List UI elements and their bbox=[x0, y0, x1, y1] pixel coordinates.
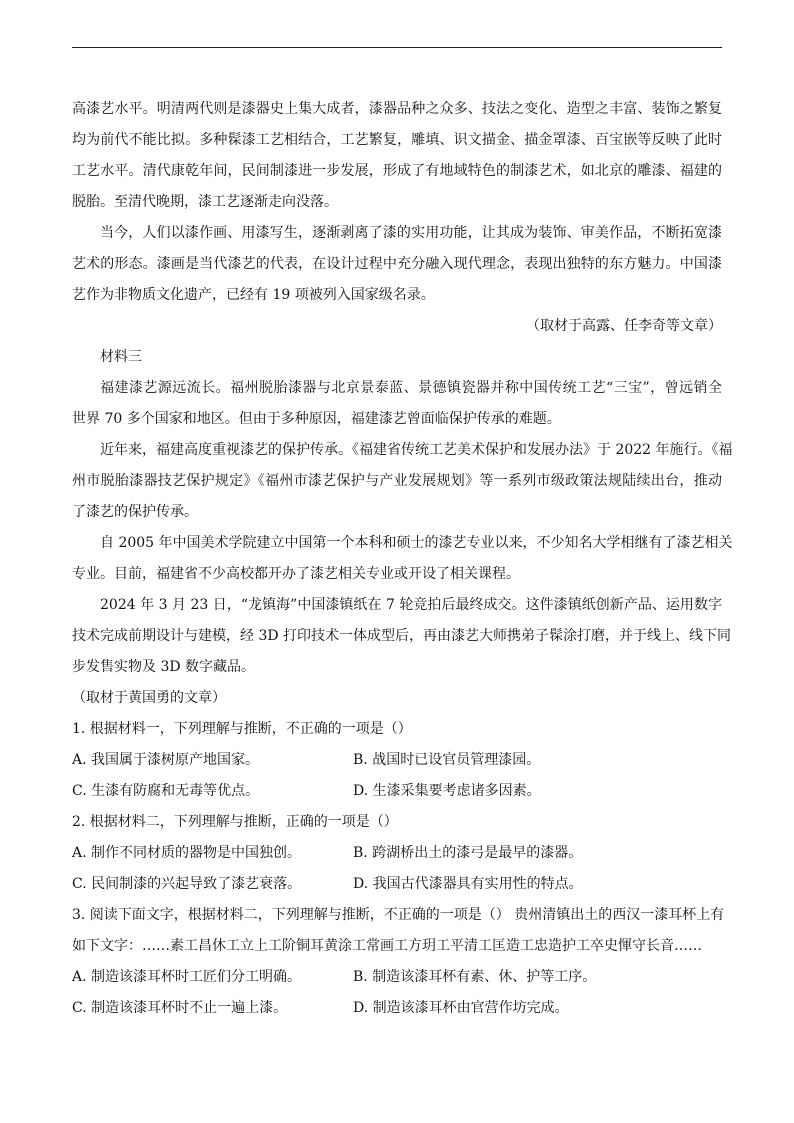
option-c: C. 民间制漆的兴起导致了漆艺衰落。 bbox=[72, 876, 302, 892]
option-row bbox=[72, 871, 722, 902]
material-3-heading: 材料三 bbox=[100, 349, 142, 365]
source-note-material-2: （取材于高露、任李奇等文章） bbox=[526, 318, 722, 334]
question-3 bbox=[72, 902, 725, 1026]
option-b: B. 跨湖桥出土的漆弓是最早的漆器。 bbox=[353, 845, 583, 861]
text-line: 技术完成前期设计与建模，经 3D 打印技术一体成型后，再由漆艺大师携弟子髹涂打磨，并于线上、线下同 bbox=[72, 628, 732, 644]
paragraph-2024 bbox=[72, 592, 732, 685]
text-line: 州市脱胎漆器技艺保护规定》《福州市漆艺保护与产业发展规划》等一系列市级政策法规陆续出台，推动 bbox=[72, 473, 722, 489]
option-row bbox=[72, 840, 722, 871]
text-line: 2024 年 3 月 23 日，“龙镇海”中国漆镇纸在 7 轮竞拍后最终成交。这件漆镇纸创新产品、运用数字 bbox=[100, 597, 722, 613]
paragraph-ming-qing bbox=[72, 96, 722, 220]
question-stem: 2. 根据材料二，下列理解与推断，正确的一项是（） bbox=[72, 814, 398, 830]
text-line: 专业。目前，福建省不少高校都开办了漆艺相关专业或开设了相关课程。 bbox=[72, 566, 520, 582]
option-c: C. 制造该漆耳杯时不止一遍上漆。 bbox=[72, 1000, 288, 1016]
header-rule bbox=[72, 47, 722, 48]
text-line: 福建漆艺源远流长。福州脱胎漆器与北京景泰蓝、景德镇瓷器并称中国传统工艺“三宝”，曾远销全 bbox=[100, 380, 722, 396]
text-line: 了漆艺的保护传承。 bbox=[72, 504, 198, 520]
option-d: D. 生漆采集要考虑诸多因素。 bbox=[353, 783, 541, 799]
text-line: 当今，人们以漆作画、用漆写生，逐渐剥离了漆的实用功能，让其成为装饰、审美作品，不断拓宽漆 bbox=[100, 225, 722, 241]
option-b: B. 战国时已设官员管理漆园。 bbox=[353, 752, 541, 768]
paragraph-today bbox=[72, 220, 722, 313]
option-a: A. 我国属于漆树原产地国家。 bbox=[72, 752, 260, 768]
source-note-material-3: （取材于黄国勇的文章） bbox=[72, 690, 226, 706]
text-line: 步发售实物及 3D 数字藏品。 bbox=[72, 659, 256, 675]
text-line: 均为前代不能比拟。多种髹漆工艺相结合，工艺繁复，雕填、识文描金、描金罩漆、百宝嵌等反映了此时 bbox=[72, 132, 722, 148]
paragraph-fujian bbox=[72, 375, 722, 437]
paragraph-recent-years bbox=[72, 437, 733, 530]
text-line: 自 2005 年中国美术学院建立中国第一个本科和硕士的漆艺专业以来，不少知名大学相继有了漆艺相关 bbox=[100, 535, 733, 551]
text-line: 工艺水平。清代康乾年间，民间制漆进一步发展，形成了有地域特色的制漆艺术，如北京的雕漆、福建的 bbox=[72, 163, 722, 179]
option-d: D. 我国古代漆器具有实用性的特点。 bbox=[353, 876, 583, 892]
option-b: B. 制造该漆耳杯有素、休、护等工序。 bbox=[353, 969, 597, 985]
option-c: C. 生漆有防腐和无毒等优点。 bbox=[72, 783, 260, 799]
option-row bbox=[72, 778, 722, 809]
text-line: 世界 70 多个国家和地区。但由于多种原因，福建漆艺曾面临保护传承的难题。 bbox=[72, 411, 561, 427]
option-row bbox=[72, 747, 722, 778]
text-line: 艺术的形态。漆画是当代漆艺的代表，在设计过程中充分融入现代理念，表现出独特的东方魅力。中国漆 bbox=[72, 256, 722, 272]
option-a: A. 制作不同材质的器物是中国独创。 bbox=[72, 845, 302, 861]
paragraph-2005 bbox=[72, 530, 733, 592]
question-stem-continued: 如下文字：……素工昌休工立上工阶铜耳黄涂工常画工方玥工平清工匡造工忠造护工卒史惲守长音…… bbox=[72, 938, 702, 954]
document-page bbox=[72, 96, 733, 1026]
text-line: 高漆艺水平。明清两代则是漆器史上集大成者，漆器品种之众多、技法之变化、造型之丰富、装饰之繁复 bbox=[72, 101, 722, 117]
option-row bbox=[72, 995, 722, 1026]
question-2 bbox=[72, 809, 722, 902]
question-1 bbox=[72, 716, 722, 809]
text-line: 近年来，福建高度重视漆艺的保护传承。《福建省传统工艺美术保护和发展办法》于 2022 年施行。《福 bbox=[100, 442, 733, 458]
option-row bbox=[72, 964, 722, 995]
text-line: 脱胎。至清代晚期，漆工艺逐渐走向没落。 bbox=[72, 194, 338, 210]
question-stem: 1. 根据材料一，下列理解与推断，不正确的一项是（） bbox=[72, 721, 412, 737]
option-a: A. 制造该漆耳杯时工匠们分工明确。 bbox=[72, 969, 302, 985]
text-line: 艺作为非物质文化遗产，已经有 19 项被列入国家级名录。 bbox=[72, 287, 435, 303]
question-stem: 3. 阅读下面文字，根据材料二，下列理解与推断，不正确的一项是（） 贵州清镇出土的西汉一漆耳杯上有 bbox=[72, 907, 725, 923]
option-d: D. 制造该漆耳杯由官营作坊完成。 bbox=[353, 1000, 569, 1016]
